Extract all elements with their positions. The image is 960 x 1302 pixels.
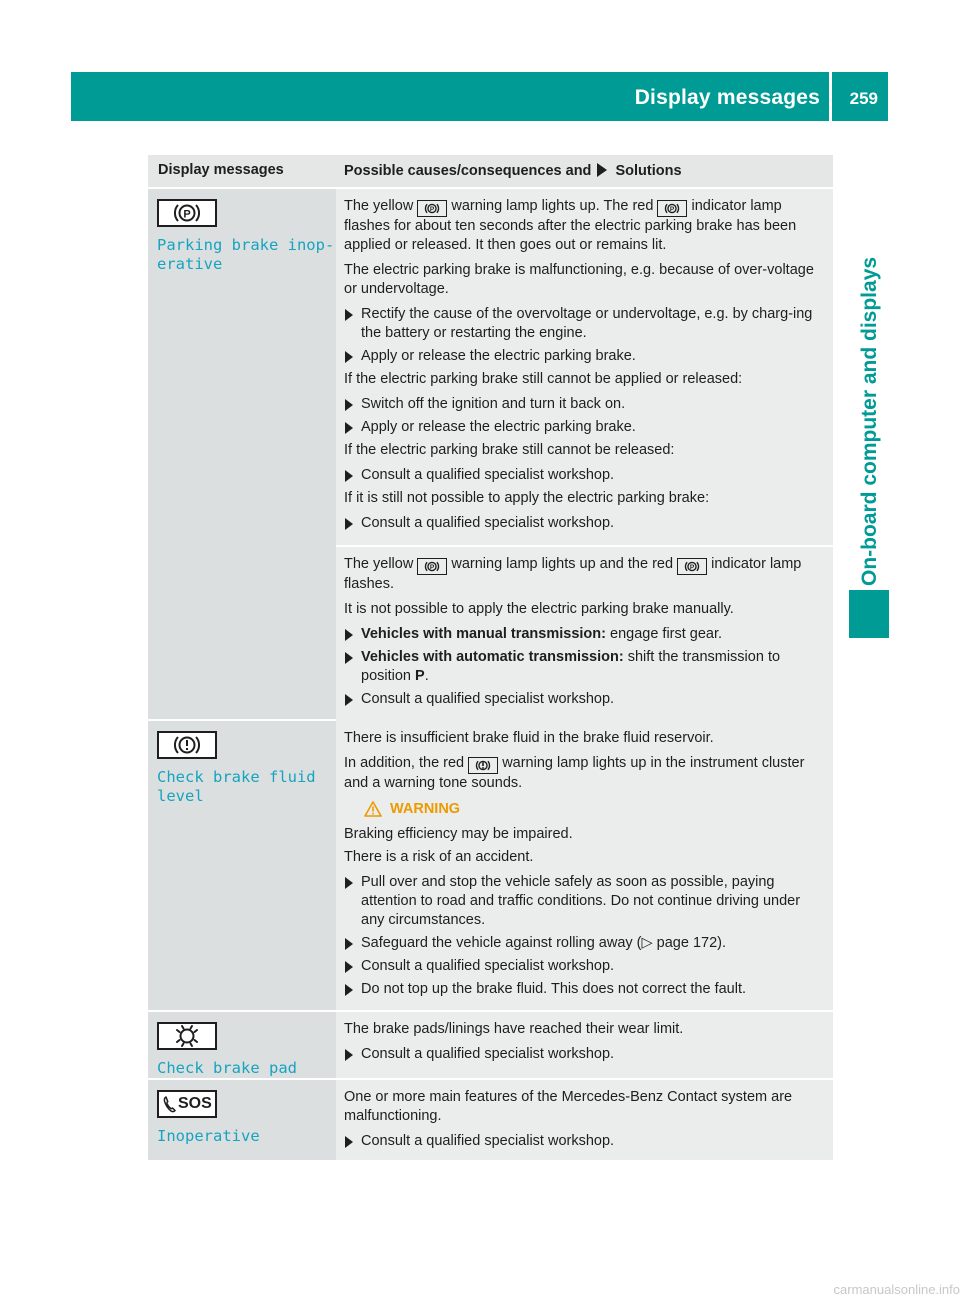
display-message-text: Check brake pad (157, 1059, 297, 1077)
header-divider (829, 72, 832, 121)
table-header (148, 155, 833, 187)
brake-fluid-icon (468, 757, 498, 774)
parking-brake-icon (677, 558, 707, 575)
action-step: Safeguard the vehicle against rolling away (▷ page 172). (344, 934, 825, 953)
step-arrow-icon (345, 309, 353, 321)
action-step: Consult a qualified specialist workshop. (344, 690, 825, 709)
brake-pad-wear-icon (157, 1022, 217, 1050)
cause-text: Braking efficiency may be impaired. (344, 826, 573, 842)
svg-text:P: P (430, 206, 435, 214)
action-step: Consult a qualified specialist workshop. (344, 514, 825, 533)
step-arrow-icon (345, 984, 353, 996)
table-row (148, 1078, 833, 1160)
step-arrow-icon (345, 629, 353, 641)
step-arrow-icon (345, 1136, 353, 1148)
warning-heading: WARNING (364, 801, 825, 817)
step-arrow-icon (345, 1049, 353, 1061)
page-header (71, 72, 888, 121)
action-step: Vehicles with automatic transmission: shift the transmission to position P. (344, 648, 825, 686)
svg-text:P: P (183, 208, 191, 221)
action-step: Consult a qualified specialist workshop. (344, 957, 825, 976)
causes-cell (336, 189, 833, 719)
step-arrow-icon (345, 938, 353, 950)
svg-text:P: P (689, 564, 695, 572)
solutions-arrow-icon (597, 163, 607, 177)
parking-brake-icon (157, 199, 217, 227)
action-step: Consult a qualified specialist workshop. (344, 1045, 825, 1064)
step-arrow-icon (345, 422, 353, 434)
step-arrow-icon (345, 961, 353, 973)
action-step: Vehicles with manual transmission: engage first gear. (344, 625, 825, 644)
parking-brake-icon (417, 558, 447, 575)
chapter-tab-label: On-board computer and displays (858, 256, 881, 586)
step-arrow-icon (345, 877, 353, 889)
svg-text:P: P (670, 206, 675, 214)
step-arrow-icon (345, 399, 353, 411)
cause-text: The yellow P warning lamp lights up and the red P indicator lamp flashes. (344, 556, 802, 592)
message-cell (148, 1080, 336, 1160)
cause-block (336, 545, 833, 721)
step-arrow-icon (345, 694, 353, 706)
action-step: Rectify the cause of the overvoltage or undervoltage, e.g. by charg-ing the battery or restarting the engine. (344, 305, 825, 343)
sos-phone-icon (157, 1090, 217, 1118)
display-message-text: Parking brake inop‐ erative (157, 236, 335, 273)
message-cell (148, 721, 336, 1010)
sos-label: SOS (178, 1095, 212, 1112)
display-messages-table (148, 155, 833, 1160)
step-arrow-icon (345, 351, 353, 363)
action-step: Consult a qualified specialist workshop. (344, 1132, 825, 1151)
cause-text: In addition, the red warning lamp lights up in the instrument cluster and a warning tone sounds. (344, 755, 805, 791)
parking-brake-icon (657, 200, 687, 217)
step-arrow-icon (345, 470, 353, 482)
causes-cell (336, 1080, 833, 1160)
column-header-causes: Possible causes/consequences and Solutions (344, 163, 682, 179)
page-title: Display messages (634, 86, 820, 109)
message-cell (148, 189, 336, 719)
step-arrow-icon (345, 652, 353, 664)
cause-text: The yellow P warning lamp lights up. The red P indicator lamp flashes for about ten seconds after the electric parking brake has been applied or released. It then goes out or remains lit. (344, 198, 797, 253)
action-step: Apply or release the electric parking brake. (344, 347, 825, 366)
cause-text: The brake pads/linings have reached their wear limit. (344, 1021, 684, 1037)
step-arrow-icon (345, 518, 353, 530)
table-row (148, 1010, 833, 1078)
display-message-text: Inoperative (157, 1127, 260, 1145)
brake-fluid-icon (157, 731, 217, 759)
table-row (148, 187, 833, 719)
cause-text: There is insufficient brake fluid in the brake fluid reservoir. (344, 730, 714, 746)
display-message-text: Check brake fluid level (157, 768, 316, 805)
watermark: carmanualsonline.info (833, 1282, 960, 1297)
cause-text: If the electric parking brake still cannot be released: (344, 442, 675, 458)
causes-cell (336, 1012, 833, 1078)
warning-triangle-icon (364, 801, 382, 817)
svg-text:P: P (430, 564, 435, 572)
cause-text: One or more main features of the Mercedes-Benz Contact system are malfunctioning. (344, 1089, 793, 1124)
action-step: Apply or release the electric parking brake. (344, 418, 825, 437)
cause-text: If it is still not possible to apply the electric parking brake: (344, 490, 710, 506)
action-step: Pull over and stop the vehicle safely as soon as possible, paying attention to road and traffic conditions. Do not continue driving under any circumstances. (344, 873, 825, 930)
message-cell (148, 1012, 336, 1078)
cause-text: There is a risk of an accident. (344, 849, 534, 865)
table-row (148, 719, 833, 1010)
chapter-tab-marker (849, 590, 889, 638)
cause-text: It is not possible to apply the electric parking brake manually. (344, 601, 734, 617)
cause-text: If the electric parking brake still cannot be applied or released: (344, 371, 743, 387)
cause-text: The electric parking brake is malfunctioning, e.g. because of over-voltage or undervoltage. (344, 262, 814, 297)
action-step: Consult a qualified specialist workshop. (344, 466, 825, 485)
causes-cell (336, 721, 833, 1010)
parking-brake-icon (417, 200, 447, 217)
page-number: 259 (849, 89, 878, 108)
action-step: Switch off the ignition and turn it back on. (344, 395, 825, 414)
column-header-messages: Display messages (158, 162, 284, 178)
action-step: Do not top up the brake fluid. This does not correct the fault. (344, 980, 825, 999)
cause-block (336, 189, 833, 545)
